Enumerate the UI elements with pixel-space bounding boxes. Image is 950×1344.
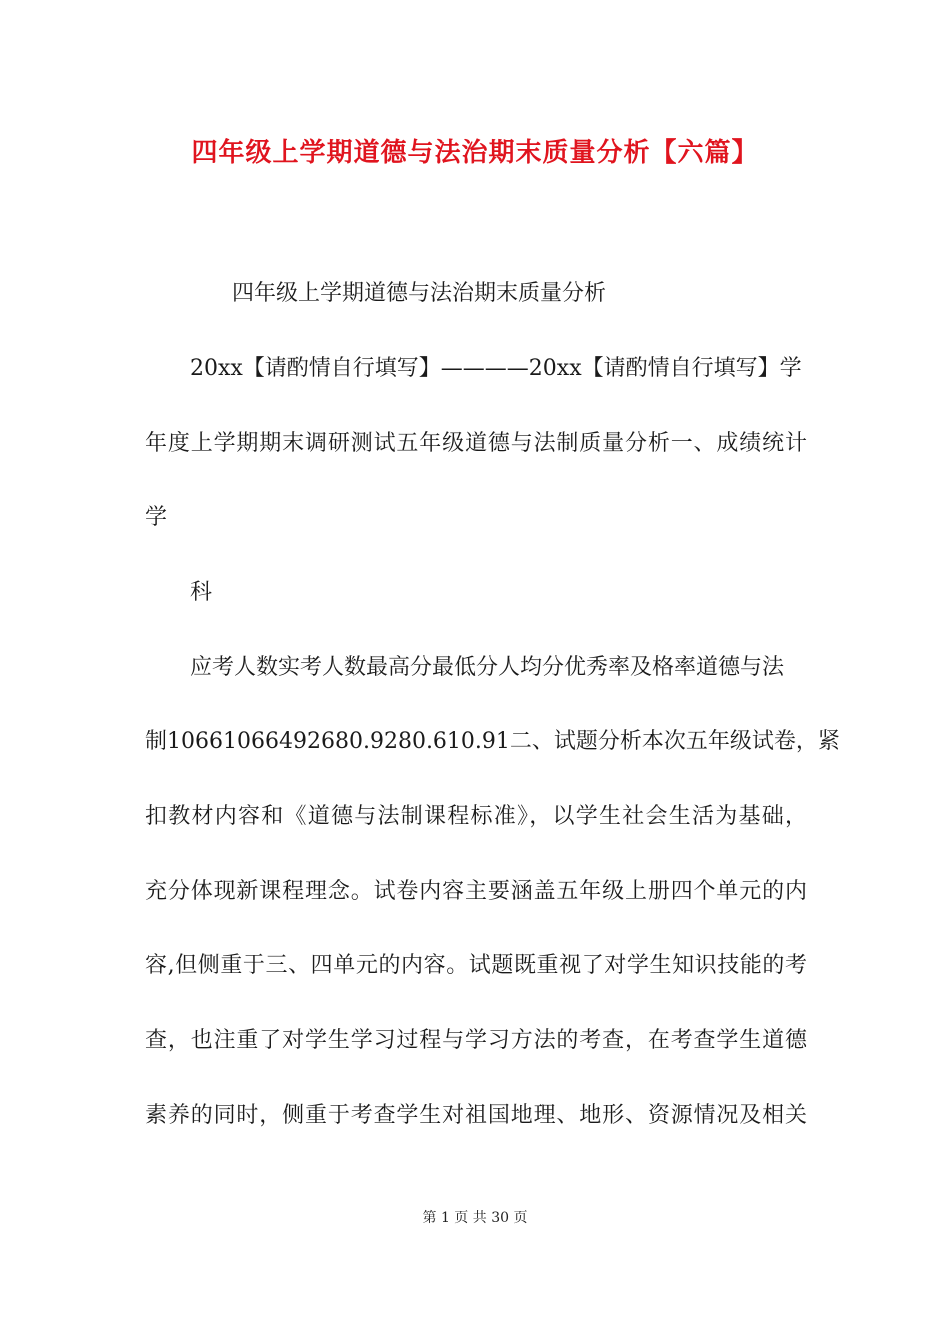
- paragraph-line: 20xx【请酌情自行填写】————20xx【请酌情自行填写】学: [190, 356, 802, 381]
- paragraph-line: 学: [145, 505, 168, 530]
- paragraph-line: 充分体现新课程理念。试卷内容主要涵盖五年级上册四个单元的内: [145, 879, 807, 904]
- section-heading: 四年级上学期道德与法治期末质量分析: [232, 281, 607, 306]
- paragraph-line: 制10661066492680.9280.610.91二、试题分析本次五年级试卷，紧: [145, 729, 840, 754]
- paragraph-line: 容,但侧重于三、四单元的内容。试题既重视了对学生知识技能的考: [145, 953, 807, 978]
- page-number-footer: 第 1 页 共 30 页: [422, 1210, 528, 1226]
- paragraph-line: 扣教材内容和《道德与法制课程标准》，以学生社会生活为基础，: [145, 804, 807, 829]
- paragraph-line: 素养的同时，侧重于考查学生对祖国地理、地形、资源情况及相关: [145, 1103, 807, 1128]
- paragraph-line: 应考人数实考人数最高分最低分人均分优秀率及格率道德与法: [190, 655, 785, 680]
- paragraph-line: 年度上学期期末调研测试五年级道德与法制质量分析一、成绩统计: [145, 431, 807, 456]
- document-title: 四年级上学期道德与法治期末质量分析【六篇】: [191, 138, 759, 168]
- paragraph-line: 查，也注重了对学生学习过程与学习方法的考查，在考查学生道德: [145, 1028, 807, 1053]
- paragraph-line: 科: [190, 580, 213, 605]
